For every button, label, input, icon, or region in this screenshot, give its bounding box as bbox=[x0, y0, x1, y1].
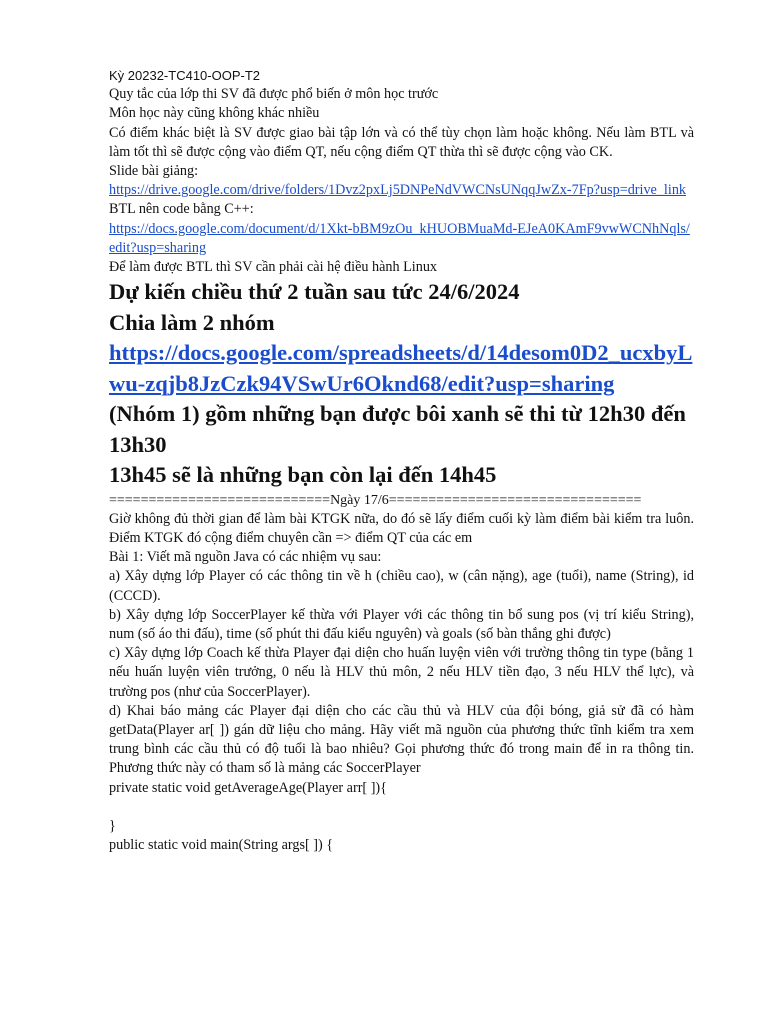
task-d: d) Khai báo mảng các Player đại diện cho các cầu thủ và HLV của đội bóng, giả sử đã có hàm getData(Player ar[ ]) gán dữ liệu cho mảng. Hãy viết mã nguồn của phương thức tĩnh kiểm tra xem trung bình các cầu thủ có độ tuổi là bao nhiêu? Gọi phương thức đó trong main để in ra thông tin. Phương thức này có tham số là mảng các SoccerPlayer bbox=[109, 702, 694, 777]
course-term: Kỳ 20232-TC410-OOP-T2 bbox=[109, 68, 261, 83]
task-title: Bài 1: Viết mã nguồn Java có các nhiệm vụ sau: bbox=[109, 549, 382, 566]
code-line-main: public static void main(String args[ ]) { bbox=[109, 837, 334, 854]
exam-schedule-heading: Dự kiến chiều thứ 2 tuần sau tức 24/6/2024 bbox=[109, 279, 520, 305]
btl-label: BTL nên code bằng C++: bbox=[109, 201, 254, 218]
group-1-heading: (Nhóm 1) gồm những bạn được bôi xanh sẽ thi từ 12h30 đến 13h30 bbox=[109, 401, 686, 457]
task-a: a) Xây dựng lớp Player có các thông tin về h (chiều cao), w (cân nặng), age (tuổi), name (String), id (CCCD). bbox=[109, 568, 694, 604]
task-b: b) Xây dựng lớp SoccerPlayer kế thừa với Player với các thông tin bổ sung pos (vị trí kiểu String), num (số áo thi đấu), time (số phút thi đấu kiểu nguyên) và goals (số bàn thắng ghi được) bbox=[109, 606, 694, 642]
code-line-method: private static void getAverageAge(Player arr[ ]){ bbox=[109, 779, 387, 796]
rule-line-1: Quy tắc của lớp thi SV đã được phổ biến ở môn học trước bbox=[109, 86, 439, 103]
blank-line bbox=[109, 798, 694, 817]
group-2-heading: 13h45 sẽ là những bạn còn lại đến 14h45 bbox=[109, 462, 497, 488]
date-separator: ============================Ngày 17/6================================ bbox=[109, 492, 642, 508]
rule-line-2: Môn học này cũng không khác nhiều bbox=[109, 105, 320, 122]
slides-label: Slide bài giảng: bbox=[109, 163, 199, 180]
group-sheet-link[interactable]: https://docs.google.com/spreadsheets/d/14desom0D2_ucxbyLwu-zqjb8JzCzk94VSwUr6Oknd68/edit?usp=sharing bbox=[109, 340, 693, 396]
difference-paragraph: Có điểm khác biệt là SV được giao bài tập lớn và có thể tùy chọn làm hoặc không. Nếu làm BTL và làm tốt thì sẽ được cộng vào điểm QT, nếu cộng điểm QT thừa thì sẽ được cộng vào CK. bbox=[109, 124, 694, 160]
task-c: c) Xây dựng lớp Coach kế thừa Player đại diện cho huấn luyện viên với trường thông tin type (bằng 1 nếu huấn luyện viên trưởng, 0 nếu là HLV thủ môn, 2 nếu HLV tiền đạo, 3 nếu HLV thể lực), và trường pos (như của SoccerPlayer). bbox=[109, 645, 694, 700]
slides-link[interactable]: https://drive.google.com/drive/folders/1Dvz2pxLj5DNPeNdVWCNsUNqqJwZx-7Fp?usp=drive_link bbox=[109, 182, 687, 199]
linux-note: Để làm được BTL thì SV cần phải cài hệ điều hành Linux bbox=[109, 259, 438, 276]
btl-link[interactable]: https://docs.google.com/document/d/1Xkt-bBM9zOu_kHUOBMuaMd-EJeA0KAmF9vwWCNhNqls/edit?usp=sharing bbox=[109, 220, 690, 256]
code-line-close-brace: } bbox=[109, 817, 116, 834]
assignment-intro: Giờ không đủ thời gian để làm bài KTGK nữa, do đó sẽ lấy điểm cuối kỳ làm điểm bài kiểm tra luôn. Điểm KTGK đó cộng điểm chuyên cần => điểm QT của các em bbox=[109, 510, 694, 546]
exam-groups-heading: Chia làm 2 nhóm bbox=[109, 309, 275, 335]
